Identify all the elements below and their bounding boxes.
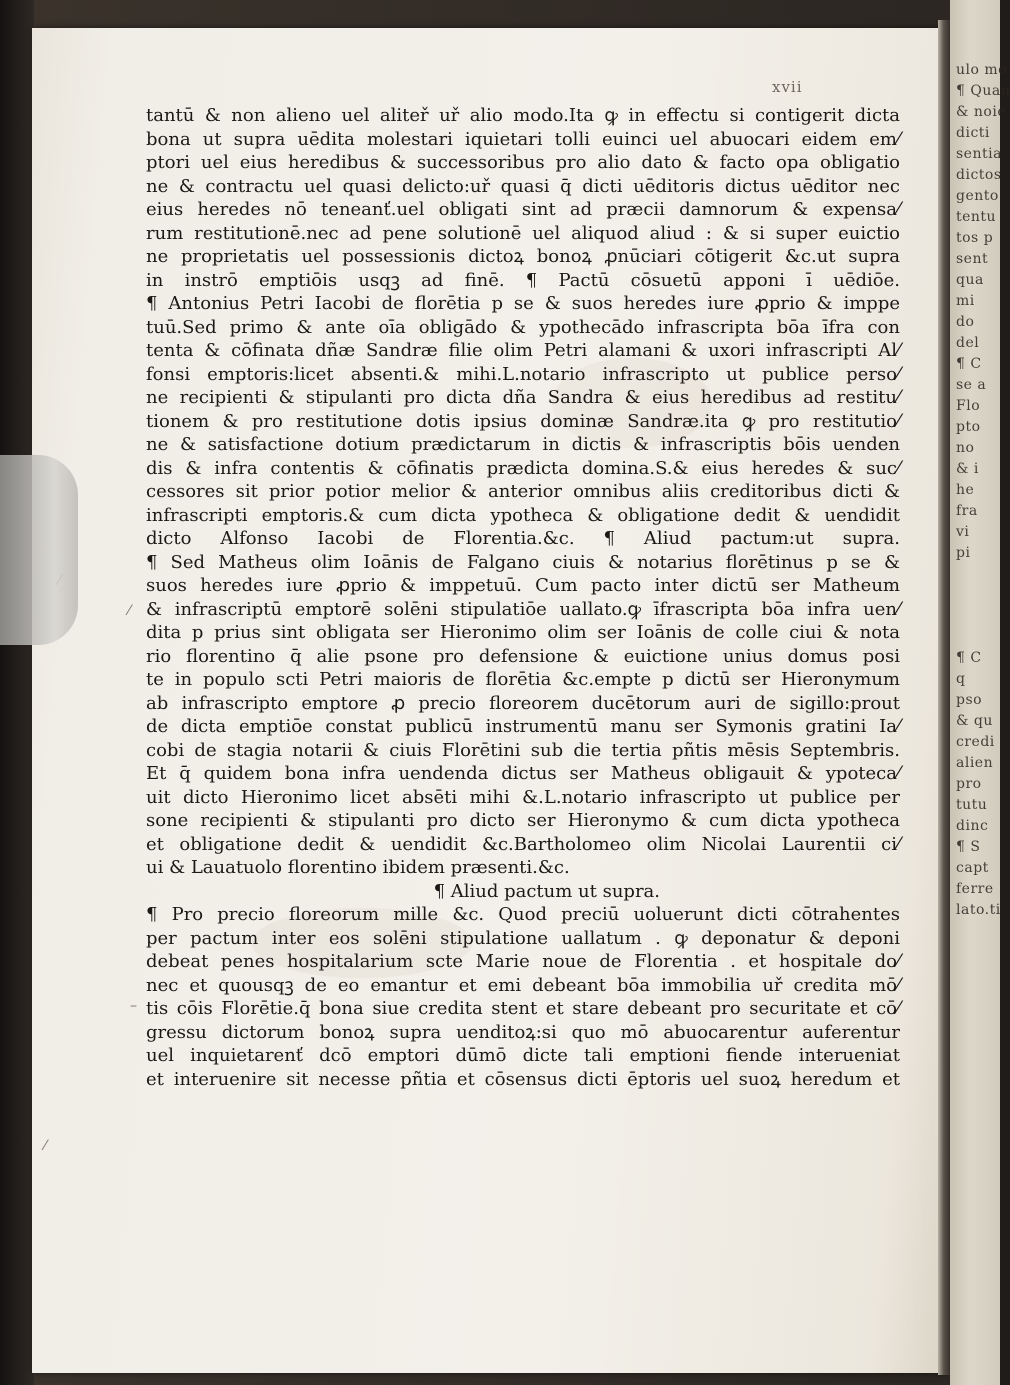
facing-page-line: ferre bbox=[956, 881, 994, 897]
facing-page-line: sent bbox=[956, 251, 989, 267]
facing-page-line: he bbox=[956, 482, 975, 498]
facing-page-line: no bbox=[956, 440, 975, 456]
facing-page-line: do bbox=[956, 314, 975, 330]
facing-page-line: pso bbox=[956, 692, 983, 708]
text-line: dis & infra contentis & cōfinatis prædicta domina.S.& eius heredes & suc⁄ bbox=[146, 457, 900, 479]
facing-page-edge bbox=[950, 0, 1010, 1385]
text-line: ne recipienti & stipulanti pro dicta dña Sandra & eius heredibus ad restitu⁄ bbox=[146, 387, 900, 408]
text-line: per pactum inter eos solēni stipulatione uallatum . ꝙ deponatur & deponi bbox=[146, 927, 900, 949]
text-line: fonsi emptoris:licet absenti.& mihi.L.notario infrascripto ut publice perso⁄ bbox=[146, 363, 900, 385]
facing-page-line: & qu bbox=[956, 713, 993, 729]
facing-page-line: dinc bbox=[956, 818, 989, 834]
text-line: tis cōis Florētie.q̄ bona siue credita stent et stare debeant pro securitate et cō⁄ bbox=[146, 998, 900, 1019]
text-line: gressu dictorum bonoꝝ supra uenditoꝝ:si quo mō abuocarentur auferentur bbox=[146, 1021, 900, 1043]
facing-page-line: lato.ti bbox=[956, 902, 1001, 918]
page-clip bbox=[0, 455, 78, 645]
margin-mark: ⁄ bbox=[128, 603, 131, 619]
facing-page-line bbox=[956, 585, 1000, 606]
facing-page-line: pi bbox=[956, 545, 971, 561]
facing-page-line: vi bbox=[956, 524, 970, 540]
margin-mark: ⁄ bbox=[44, 1138, 47, 1154]
text-line: tuū.Sed primo & ante oīa obligādo & ypothecādo infrascripta bōa īfra con bbox=[146, 316, 900, 338]
facing-page-line: mi bbox=[956, 293, 975, 309]
text-line: ne proprietatis uel possessionis dictoꝝ bonoꝝ ꝓnūciari cōtigerit &c.ut supra bbox=[146, 246, 900, 267]
text-line: tionem & pro restitutione dotis ipsius dominæ Sandræ.ita ꝙ pro restitutio⁄ bbox=[146, 410, 900, 432]
text-line: ui & Lauatuolo florentino ibidem præsenti.&c. bbox=[146, 857, 570, 878]
facing-page-line: fra bbox=[956, 503, 978, 519]
facing-page-line: ¶ C bbox=[956, 650, 982, 666]
text-line: debeat penes hospitalarium scte Marie noue de Florentia . et hospitale do⁄ bbox=[146, 951, 900, 972]
facing-page-line bbox=[956, 627, 1000, 648]
facing-page-line: se a bbox=[956, 377, 987, 393]
text-line: & infrascriptū emptorē solēni stipulatiōe uallato.ꝙ īfrascripta bōa infra uen⁄ bbox=[146, 598, 900, 620]
text-line: in instrō emptiōis usqꝫ ad finē. ¶ Pactū cōsuetū apponi ī uēdiōe. bbox=[146, 269, 900, 291]
text-line: infrascripti emptoris.& cum dicta ypotheca & obligatione dedit & uendidit bbox=[146, 504, 900, 526]
main-text-block bbox=[146, 104, 900, 1091]
text-line: sone recipienti & stipulanti pro dicto ser Hieronymo & cum dicta ypotheca bbox=[146, 810, 900, 831]
text-line: bona ut supra uēdita molestari iquietari tolli euinci uel abuocari eidem em⁄ bbox=[146, 128, 900, 150]
text-line: eius heredes nō teneanť.uel obligati sint ad præcii damnorum & expensa⁄ bbox=[146, 199, 900, 220]
text-line: de dicta emptiōe constat publicū instrumentū manu ser Symonis gratini Ia⁄ bbox=[146, 716, 900, 737]
facing-page-line: alien bbox=[956, 755, 994, 771]
facing-page-text bbox=[956, 60, 1010, 921]
text-line: et obligatione dedit & uendidit &c.Bartholomeo olim Nicolai Laurentii ci⁄ bbox=[146, 833, 900, 855]
text-line: Et q̄ quidem bona infra uendenda dictus ser Matheus obligauit & ypoteca⁄ bbox=[146, 763, 900, 784]
text-line: tenta & cōfinata dñæ Sandræ filie olim Petri alamani & uxori infrascripti Al⁄ bbox=[146, 340, 900, 361]
facing-page-line: gento bbox=[956, 188, 999, 204]
facing-page-line: dicti bbox=[956, 125, 990, 141]
text-line: ¶ Sed Matheus olim Ioānis de Falgano ciuis & notarius florētinus p se & bbox=[146, 551, 900, 573]
text-line: ne & satisfactione dotium prædictarum in dictis & infrascriptis bōis uenden bbox=[146, 434, 900, 455]
facing-page-line: ¶ S bbox=[956, 839, 981, 855]
text-line: ¶ Aliud pactum ut supra. bbox=[433, 880, 660, 902]
text-line: rio florentino q̄ alie psone pro defensione & euictione unius domus posi bbox=[146, 645, 900, 667]
margin-mark: – bbox=[130, 998, 137, 1014]
text-line: rum restitutionē.nec ad pene solutionē uel aliquod aliud : & si super euictio bbox=[146, 222, 900, 244]
facing-page-line: sentia bbox=[956, 146, 1002, 162]
text-line: ab infrascripto emptore ꝓ precio floreorem ducētorum auri de sigillo:prout bbox=[146, 692, 900, 714]
facing-page-line: & noie bbox=[956, 104, 1007, 120]
facing-page-line: ulo mo bbox=[956, 62, 1008, 78]
text-line: ¶ Antonius Petri Iacobi de florētia p se & suos heredes iure ꝓprio & imppe bbox=[146, 293, 900, 314]
facing-page-line: & i bbox=[956, 461, 979, 477]
facing-page-line: ¶ C bbox=[956, 356, 982, 372]
text-line: uit dicto Hieronimo licet absēti mihi &.L.notario infrascripto ut publice per bbox=[146, 786, 900, 808]
text-line: ptori uel eius heredibus & successoribus pro alio dato & facto opa obligatio bbox=[146, 152, 900, 173]
facing-page-line: pro bbox=[956, 776, 982, 792]
text-line: cobi de stagia notarii & ciuis Florētini sub die tertia pñtis mēsis Septembris. bbox=[146, 739, 900, 761]
facing-page-line: dictos bbox=[956, 167, 1002, 183]
text-line: cessores sit prior potior melior & anterior omnibus aliis creditoribus dicti & bbox=[146, 481, 900, 502]
facing-page-line: tos p bbox=[956, 230, 994, 246]
facing-page-line: qua bbox=[956, 272, 984, 288]
facing-page-line: tentu bbox=[956, 209, 997, 225]
text-line: ¶ Pro precio floreorum mille &c. Quod preciū uoluerunt dicti cōtrahentes bbox=[146, 904, 900, 925]
text-line: tantū & non alieno uel aliteř uř alio modo.Ita ꝙ in effectu si contigerit dicta bbox=[146, 105, 900, 126]
text-line: et interuenire sit necesse pñtia et cōsensus dicti ēptoris uel suoꝝ heredum et bbox=[146, 1068, 900, 1090]
facing-page-line: q bbox=[956, 671, 966, 687]
text-line: suos heredes iure ꝓprio & imppetuū. Cum pacto inter dictū ser Matheum bbox=[146, 575, 900, 596]
book-edge-left bbox=[0, 0, 34, 1385]
facing-page-line: tutu bbox=[956, 797, 988, 813]
facing-page-line: capt bbox=[956, 860, 989, 876]
text-line: uel inquietarenť dcō emptori dūmō dicte tali emptioni fiende interueniat bbox=[146, 1045, 900, 1066]
facing-page-line: credi bbox=[956, 734, 995, 750]
facing-page-line: Flo bbox=[956, 398, 981, 414]
facing-page-line bbox=[956, 606, 1000, 627]
text-line: te in populo scti Petri maioris de florētia &c.empte p dictū ser Hieronymum bbox=[146, 669, 900, 690]
facing-page-line: pto bbox=[956, 419, 981, 435]
text-line: dita p prius sint obligata ser Hieronimo olim ser Ioānis de colle ciui & nota bbox=[146, 622, 900, 643]
facing-page-line: ¶ Quan bbox=[956, 83, 1010, 99]
text-line: dicto Alfonso Iacobi de Florentia.&c. ¶ Aliud pactum:ut supra. bbox=[146, 528, 900, 549]
text-line: ne & contractu uel quasi delicto:uř quasi q̄ dicti uēditoris dictus uēditor nec bbox=[146, 175, 900, 197]
folio-number: xvii bbox=[772, 78, 803, 96]
facing-page-line: del bbox=[956, 335, 980, 351]
text-line: nec et quousqꝫ de eo emantur et emi debeant bōa immobilia uř credita mō⁄ bbox=[146, 974, 900, 996]
facing-page-line bbox=[956, 564, 1000, 585]
